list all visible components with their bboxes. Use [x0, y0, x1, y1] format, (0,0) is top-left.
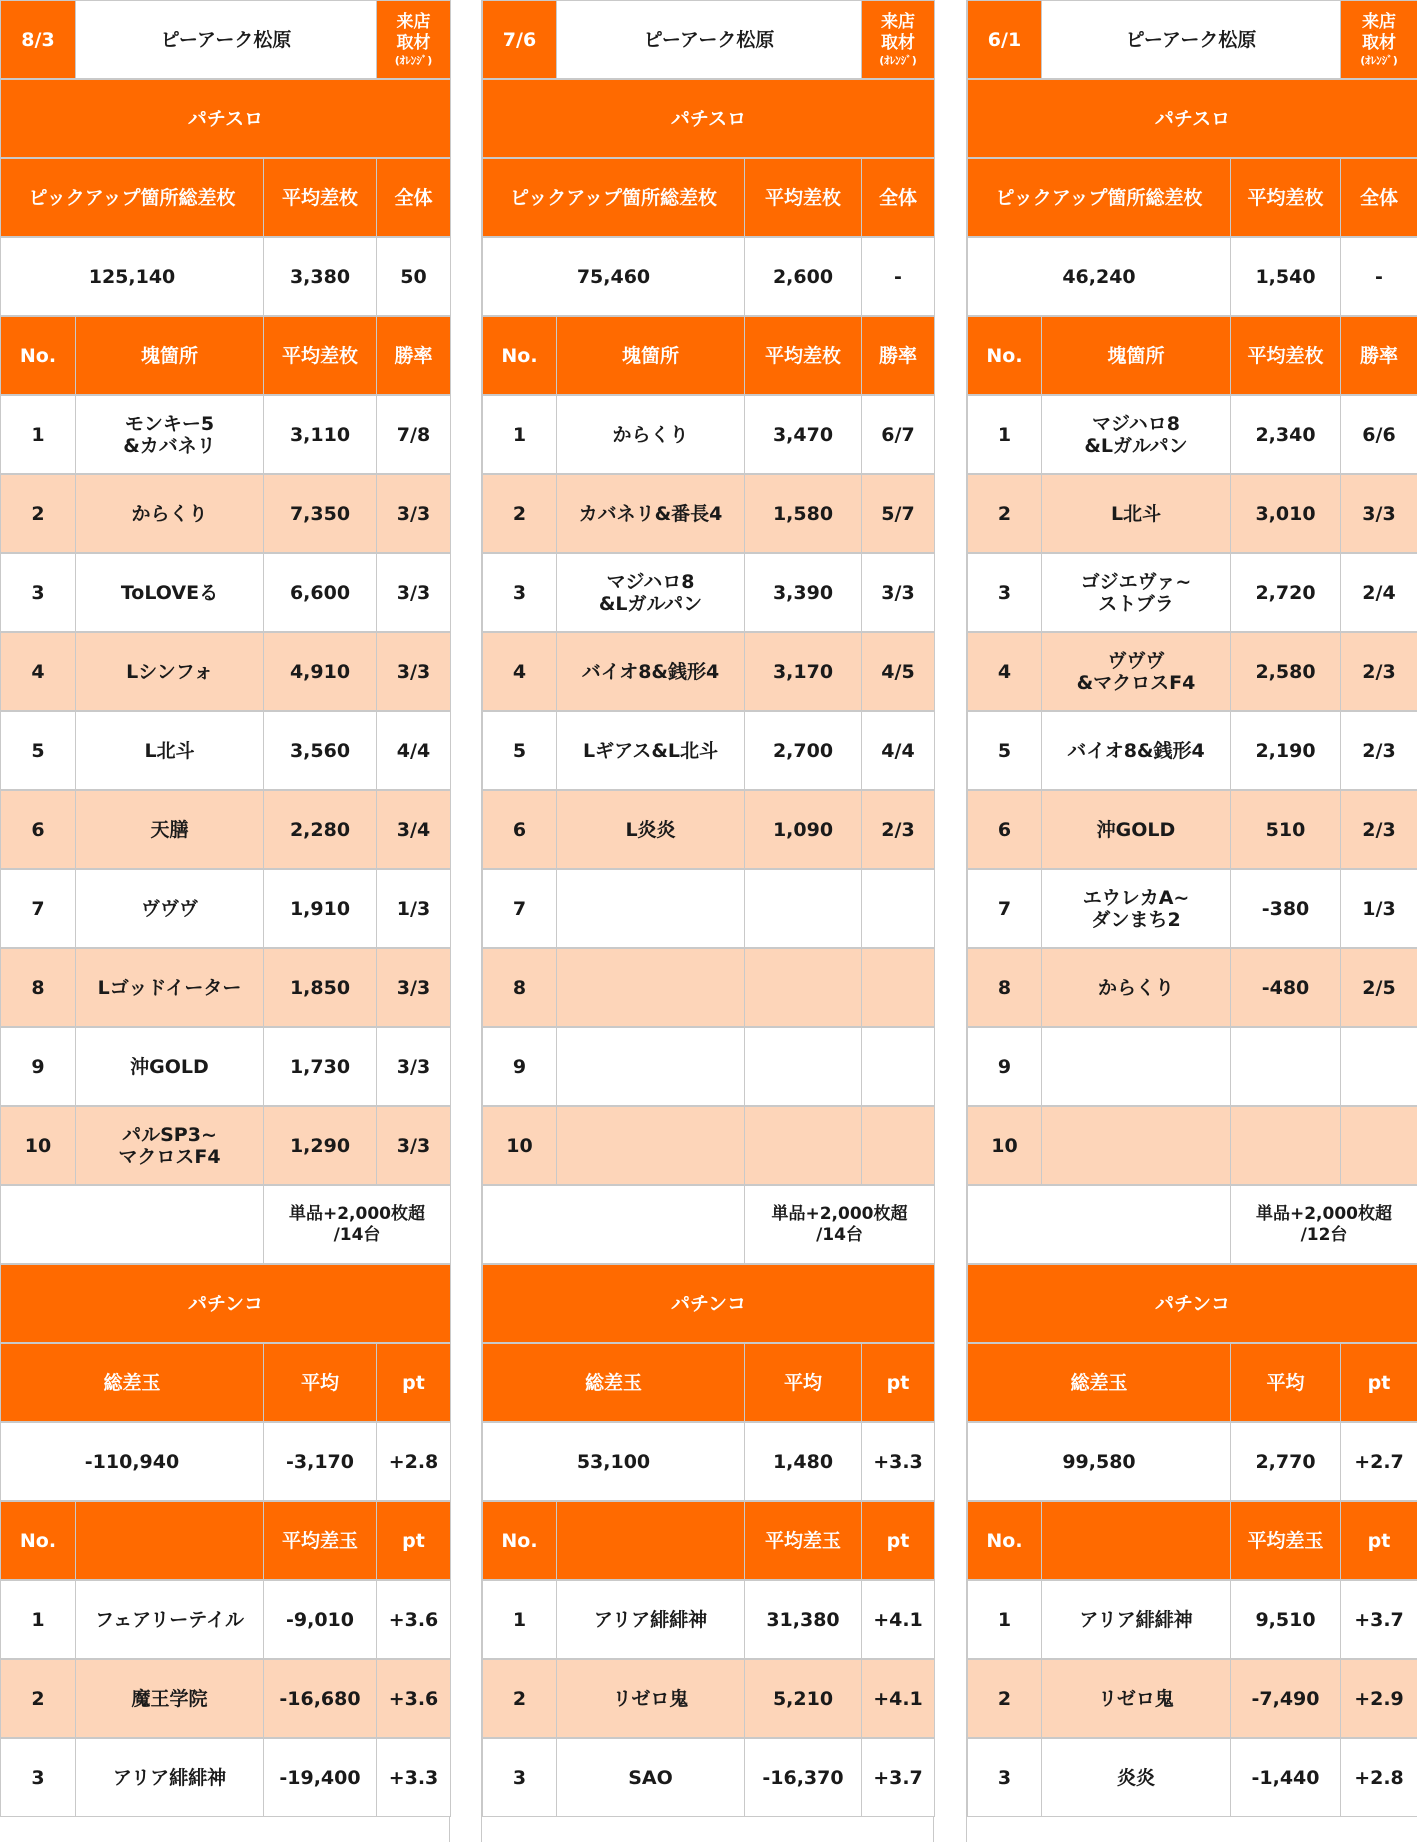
slot-row-spot — [1041, 1106, 1231, 1185]
slot-row-rate: 3/3 — [376, 632, 451, 711]
visit-note: (ｵﾚﾝｼﾞ) — [394, 54, 433, 67]
slot-row-rate: 4/4 — [861, 711, 935, 790]
slot-row-rate: 3/3 — [376, 474, 451, 553]
slot-row-rate: 6/7 — [861, 395, 935, 474]
pachinko-pt-value: +3.3 — [861, 1422, 935, 1501]
slot-row-avg: 3,390 — [744, 553, 862, 632]
slot-row-spot: カバネリ&番長4 — [556, 474, 745, 553]
gap-1 — [449, 0, 482, 1842]
pachinko-row-pt: +3.6 — [376, 1659, 451, 1738]
slot-row-spot — [556, 869, 745, 948]
slot-row-rate — [1340, 1106, 1417, 1185]
slot-row-spot: L北斗 — [75, 711, 264, 790]
pachinko-row-no: 3 — [967, 1738, 1042, 1817]
slot-avg-header: 平均差枚 — [744, 158, 862, 237]
slot-no-header: No. — [967, 316, 1042, 395]
pachinko-row-name: アリア緋緋神 — [1041, 1580, 1231, 1659]
store-name: ピーアーク松原 — [556, 0, 862, 79]
slot-footnote: 単品+2,000枚超 /12台 — [1230, 1185, 1417, 1264]
slot-row-no: 2 — [0, 474, 76, 553]
visit-label — [1340, 0, 1417, 79]
slot-row-avg: 510 — [1230, 790, 1341, 869]
slot-row-no: 10 — [0, 1106, 76, 1185]
slot-row-avg: 2,700 — [744, 711, 862, 790]
slot-row-rate: 4/4 — [376, 711, 451, 790]
slot-spot-header: 塊箇所 — [556, 316, 745, 395]
pachinko-avg-header: 平均 — [263, 1343, 377, 1422]
slot-row-avg: 3,560 — [263, 711, 377, 790]
pachinko-pt-header: pt — [1340, 1343, 1417, 1422]
slot-row-no: 6 — [0, 790, 76, 869]
slot-row-avg: 4,910 — [263, 632, 377, 711]
pachinko-row-avg: -1,440 — [1230, 1738, 1341, 1817]
slot-row-rate — [861, 1027, 935, 1106]
slot-row-avg — [744, 948, 862, 1027]
pachinko-pt-header: pt — [376, 1343, 451, 1422]
pachinko-row-avg: 9,510 — [1230, 1580, 1341, 1659]
slot-footnote-blank — [967, 1185, 1231, 1264]
pachinko-pt2-header: pt — [861, 1501, 935, 1580]
pachinko-row-name: アリア緋緋神 — [75, 1738, 264, 1817]
slot-row-avg — [1230, 1027, 1341, 1106]
slot-avg-header: 平均差枚 — [1230, 158, 1341, 237]
pachinko-row-avg: -16,680 — [263, 1659, 377, 1738]
pachinko-row-avg: -19,400 — [263, 1738, 377, 1817]
slot-row-spot: L炎炎 — [556, 790, 745, 869]
pachinko-pt2-header: pt — [376, 1501, 451, 1580]
slot-row-avg: 3,110 — [263, 395, 377, 474]
slot-row-rate: 2/3 — [1340, 711, 1417, 790]
slot-footnote-blank — [482, 1185, 745, 1264]
pachinko-row-no: 2 — [0, 1659, 76, 1738]
visit-line1: 来店 — [881, 12, 915, 32]
slot-row-spot: バイオ8&銭形4 — [1041, 711, 1231, 790]
slot-total-header: ピックアップ箇所総差枚 — [967, 158, 1231, 237]
visit-label — [861, 0, 935, 79]
slot-row-rate: 3/4 — [376, 790, 451, 869]
slot-row-avg: 3,470 — [744, 395, 862, 474]
slot-all-value: - — [1340, 237, 1417, 316]
pachinko-name-header — [1041, 1501, 1231, 1580]
slot-row-rate — [861, 869, 935, 948]
slot-row-spot: からくり — [75, 474, 264, 553]
gap-2 — [933, 0, 967, 1842]
slot-row-spot: パルSP3~ マクロスF4 — [75, 1106, 264, 1185]
visit-line1: 来店 — [1362, 12, 1396, 32]
slot-row-no: 10 — [967, 1106, 1042, 1185]
pachinko-avg2-header: 平均差玉 — [744, 1501, 862, 1580]
slot-row-no: 5 — [482, 711, 557, 790]
slot-row-spot: モンキー5 &カバネリ — [75, 395, 264, 474]
slot-row-rate: 2/3 — [861, 790, 935, 869]
slot-row-spot: バイオ8&銭形4 — [556, 632, 745, 711]
pachinko-avg-value: 1,480 — [744, 1422, 862, 1501]
pachinko-total-header: 総差玉 — [967, 1343, 1231, 1422]
slot-total-header: ピックアップ箇所総差枚 — [482, 158, 745, 237]
slot-row-rate — [1340, 1027, 1417, 1106]
slot-avg2-header: 平均差枚 — [263, 316, 377, 395]
slot-row-no: 7 — [482, 869, 557, 948]
pachinko-pt-value: +2.8 — [376, 1422, 451, 1501]
slot-row-avg: 1,850 — [263, 948, 377, 1027]
pachinko-total-header: 総差玉 — [482, 1343, 745, 1422]
slot-row-rate: 2/4 — [1340, 553, 1417, 632]
slot-row-no: 1 — [967, 395, 1042, 474]
slot-row-spot — [556, 1027, 745, 1106]
slot-row-rate: 3/3 — [376, 948, 451, 1027]
slot-no-header: No. — [482, 316, 557, 395]
visit-label — [376, 0, 451, 79]
pachinko-row-no: 1 — [482, 1580, 557, 1659]
slot-row-no: 5 — [967, 711, 1042, 790]
pachinko-row-no: 3 — [0, 1738, 76, 1817]
slot-row-spot: L北斗 — [1041, 474, 1231, 553]
store-name: ピーアーク松原 — [1041, 0, 1341, 79]
date-label: 6/1 — [967, 0, 1042, 79]
slot-avg-value: 1,540 — [1230, 237, 1341, 316]
pachinko-row-pt: +3.6 — [376, 1580, 451, 1659]
visit-line1: 来店 — [396, 12, 431, 32]
slot-row-spot: からくり — [1041, 948, 1231, 1027]
slot-total-header: ピックアップ箇所総差枚 — [0, 158, 264, 237]
pachinko-row-name: リゼロ鬼 — [1041, 1659, 1231, 1738]
pachinko-row-name: フェアリーテイル — [75, 1580, 264, 1659]
slot-row-no: 3 — [482, 553, 557, 632]
pachinko-row-pt: +3.7 — [1340, 1580, 1417, 1659]
pachinko-no-header: No. — [482, 1501, 557, 1580]
slot-row-spot: ヴヴヴ — [75, 869, 264, 948]
slot-row-no: 4 — [482, 632, 557, 711]
visit-note: (ｵﾚﾝｼﾞ) — [1360, 54, 1398, 67]
slot-avg-value: 2,600 — [744, 237, 862, 316]
slot-row-no: 8 — [482, 948, 557, 1027]
pachinko-row-pt: +4.1 — [861, 1580, 935, 1659]
pachinko-pt2-header: pt — [1340, 1501, 1417, 1580]
slot-row-avg: 3,170 — [744, 632, 862, 711]
slot-row-spot: 沖GOLD — [1041, 790, 1231, 869]
pachinko-row-no: 1 — [967, 1580, 1042, 1659]
pachinko-no-header: No. — [967, 1501, 1042, 1580]
slot-row-no: 6 — [482, 790, 557, 869]
pachinko-section-title: パチンコ — [967, 1264, 1417, 1343]
slot-row-avg: 6,600 — [263, 553, 377, 632]
pachinko-avg-header: 平均 — [744, 1343, 862, 1422]
slot-row-spot: からくり — [556, 395, 745, 474]
slot-row-rate: 3/3 — [861, 553, 935, 632]
date-label: 7/6 — [482, 0, 557, 79]
slot-row-rate — [861, 948, 935, 1027]
slot-avg-value: 3,380 — [263, 237, 377, 316]
slot-all-value: 50 — [376, 237, 451, 316]
slot-row-rate: 3/3 — [376, 1106, 451, 1185]
slot-total-value: 46,240 — [967, 237, 1231, 316]
pachinko-row-name: アリア緋緋神 — [556, 1580, 745, 1659]
slot-row-no: 2 — [482, 474, 557, 553]
slot-row-rate: 3/3 — [376, 1027, 451, 1106]
slot-row-avg: 2,280 — [263, 790, 377, 869]
slot-row-spot: エウレカA~ ダンまち2 — [1041, 869, 1231, 948]
slot-row-spot — [556, 948, 745, 1027]
slot-footnote: 単品+2,000枚超 /14台 — [744, 1185, 935, 1264]
pachinko-row-avg: 31,380 — [744, 1580, 862, 1659]
pachinko-row-avg: -7,490 — [1230, 1659, 1341, 1738]
date-label: 8/3 — [0, 0, 76, 79]
pachinko-row-name: 炎炎 — [1041, 1738, 1231, 1817]
slot-all-value: - — [861, 237, 935, 316]
pachinko-row-name: リゼロ鬼 — [556, 1659, 745, 1738]
pachinko-avg-value: -3,170 — [263, 1422, 377, 1501]
slot-row-spot: ゴジエヴァ~ ストブラ — [1041, 553, 1231, 632]
pachinko-name-header — [75, 1501, 264, 1580]
pachinko-row-pt: +3.3 — [376, 1738, 451, 1817]
pachinko-row-no: 1 — [0, 1580, 76, 1659]
pachinko-section-title: パチンコ — [482, 1264, 935, 1343]
slot-row-spot — [556, 1106, 745, 1185]
slot-all-header: 全体 — [376, 158, 451, 237]
slot-row-rate — [861, 1106, 935, 1185]
slot-row-avg — [744, 1027, 862, 1106]
slot-row-no: 4 — [967, 632, 1042, 711]
store-name: ピーアーク松原 — [75, 0, 377, 79]
slot-footnote-blank — [0, 1185, 264, 1264]
pachinko-total-header: 総差玉 — [0, 1343, 264, 1422]
slot-row-spot: Lゴッドイーター — [75, 948, 264, 1027]
slot-row-avg: 2,720 — [1230, 553, 1341, 632]
slot-row-spot: ヴヴヴ &マクロスF4 — [1041, 632, 1231, 711]
slot-row-avg: -380 — [1230, 869, 1341, 948]
slot-row-rate: 2/3 — [1340, 632, 1417, 711]
pachinko-row-pt: +3.7 — [861, 1738, 935, 1817]
slot-rate-header: 勝率 — [861, 316, 935, 395]
slot-row-no: 9 — [967, 1027, 1042, 1106]
slot-row-no: 1 — [0, 395, 76, 474]
slot-row-spot: Lシンフォ — [75, 632, 264, 711]
pachinko-avg2-header: 平均差玉 — [263, 1501, 377, 1580]
slot-row-rate: 1/3 — [1340, 869, 1417, 948]
pachinko-avg2-header: 平均差玉 — [1230, 1501, 1341, 1580]
slot-row-rate: 5/7 — [861, 474, 935, 553]
slot-total-value: 75,460 — [482, 237, 745, 316]
pachinko-row-no: 2 — [967, 1659, 1042, 1738]
pachinko-row-avg: 5,210 — [744, 1659, 862, 1738]
slot-row-rate: 1/3 — [376, 869, 451, 948]
slot-row-spot: マジハロ8 &Lガルパン — [556, 553, 745, 632]
slot-row-spot — [1041, 1027, 1231, 1106]
slot-rate-header: 勝率 — [376, 316, 451, 395]
pachinko-row-pt: +2.9 — [1340, 1659, 1417, 1738]
slot-row-spot: ToLOVEる — [75, 553, 264, 632]
slot-row-avg: 1,290 — [263, 1106, 377, 1185]
pachinko-row-avg: -16,370 — [744, 1738, 862, 1817]
visit-line2: 取材 — [1362, 33, 1396, 53]
slot-row-no: 3 — [967, 553, 1042, 632]
slot-row-no: 7 — [967, 869, 1042, 948]
slot-section-title: パチスロ — [967, 79, 1417, 158]
slot-row-rate: 6/6 — [1340, 395, 1417, 474]
slot-total-value: 125,140 — [0, 237, 264, 316]
slot-row-avg — [744, 869, 862, 948]
slot-all-header: 全体 — [1340, 158, 1417, 237]
slot-row-avg: 1,090 — [744, 790, 862, 869]
pachinko-avg-header: 平均 — [1230, 1343, 1341, 1422]
slot-all-header: 全体 — [861, 158, 935, 237]
pachinko-total-value: 53,100 — [482, 1422, 745, 1501]
slot-row-spot: 沖GOLD — [75, 1027, 264, 1106]
pachinko-row-avg: -9,010 — [263, 1580, 377, 1659]
slot-avg-header: 平均差枚 — [263, 158, 377, 237]
pachinko-row-pt: +4.1 — [861, 1659, 935, 1738]
slot-row-avg: 7,350 — [263, 474, 377, 553]
pachinko-total-value: -110,940 — [0, 1422, 264, 1501]
slot-row-no: 9 — [482, 1027, 557, 1106]
slot-row-spot: Lギアス&L北斗 — [556, 711, 745, 790]
pachinko-no-header: No. — [0, 1501, 76, 1580]
slot-row-no: 7 — [0, 869, 76, 948]
slot-section-title: パチスロ — [482, 79, 935, 158]
slot-row-rate: 4/5 — [861, 632, 935, 711]
slot-row-no: 2 — [967, 474, 1042, 553]
slot-no-header: No. — [0, 316, 76, 395]
pachinko-total-value: 99,580 — [967, 1422, 1231, 1501]
pachinko-avg-value: 2,770 — [1230, 1422, 1341, 1501]
slot-section-title: パチスロ — [0, 79, 451, 158]
slot-row-no: 9 — [0, 1027, 76, 1106]
slot-row-rate: 3/3 — [1340, 474, 1417, 553]
slot-row-rate: 3/3 — [376, 553, 451, 632]
slot-avg2-header: 平均差枚 — [1230, 316, 1341, 395]
pachinko-pt-header: pt — [861, 1343, 935, 1422]
slot-row-no: 1 — [482, 395, 557, 474]
slot-spot-header: 塊箇所 — [1041, 316, 1231, 395]
slot-row-spot: 天膳 — [75, 790, 264, 869]
slot-row-avg: 2,340 — [1230, 395, 1341, 474]
slot-row-avg — [744, 1106, 862, 1185]
slot-row-avg: 1,580 — [744, 474, 862, 553]
pachinko-pt-value: +2.7 — [1340, 1422, 1417, 1501]
visit-line2: 取材 — [396, 33, 431, 53]
slot-row-no: 4 — [0, 632, 76, 711]
slot-row-rate: 2/5 — [1340, 948, 1417, 1027]
slot-row-no: 8 — [967, 948, 1042, 1027]
slot-row-spot: マジハロ8 &Lガルパン — [1041, 395, 1231, 474]
slot-row-rate: 7/8 — [376, 395, 451, 474]
slot-row-avg: 1,910 — [263, 869, 377, 948]
slot-row-avg: 1,730 — [263, 1027, 377, 1106]
slot-row-avg: 2,580 — [1230, 632, 1341, 711]
slot-row-no: 8 — [0, 948, 76, 1027]
slot-spot-header: 塊箇所 — [75, 316, 264, 395]
pachinko-row-no: 2 — [482, 1659, 557, 1738]
slot-row-no: 5 — [0, 711, 76, 790]
slot-row-avg — [1230, 1106, 1341, 1185]
pachinko-row-name: SAO — [556, 1738, 745, 1817]
pachinko-row-pt: +2.8 — [1340, 1738, 1417, 1817]
slot-avg2-header: 平均差枚 — [744, 316, 862, 395]
slot-row-rate: 2/3 — [1340, 790, 1417, 869]
slot-row-avg: 3,010 — [1230, 474, 1341, 553]
pachinko-section-title: パチンコ — [0, 1264, 451, 1343]
slot-rate-header: 勝率 — [1340, 316, 1417, 395]
slot-row-no: 10 — [482, 1106, 557, 1185]
visit-note: (ｵﾚﾝｼﾞ) — [879, 54, 917, 67]
slot-footnote: 単品+2,000枚超 /14台 — [263, 1185, 451, 1264]
slot-row-avg: -480 — [1230, 948, 1341, 1027]
pachinko-name-header — [556, 1501, 745, 1580]
pachinko-row-no: 3 — [482, 1738, 557, 1817]
pachinko-row-name: 魔王学院 — [75, 1659, 264, 1738]
slot-row-avg: 2,190 — [1230, 711, 1341, 790]
slot-row-no: 3 — [0, 553, 76, 632]
visit-line2: 取材 — [881, 33, 915, 53]
slot-row-no: 6 — [967, 790, 1042, 869]
